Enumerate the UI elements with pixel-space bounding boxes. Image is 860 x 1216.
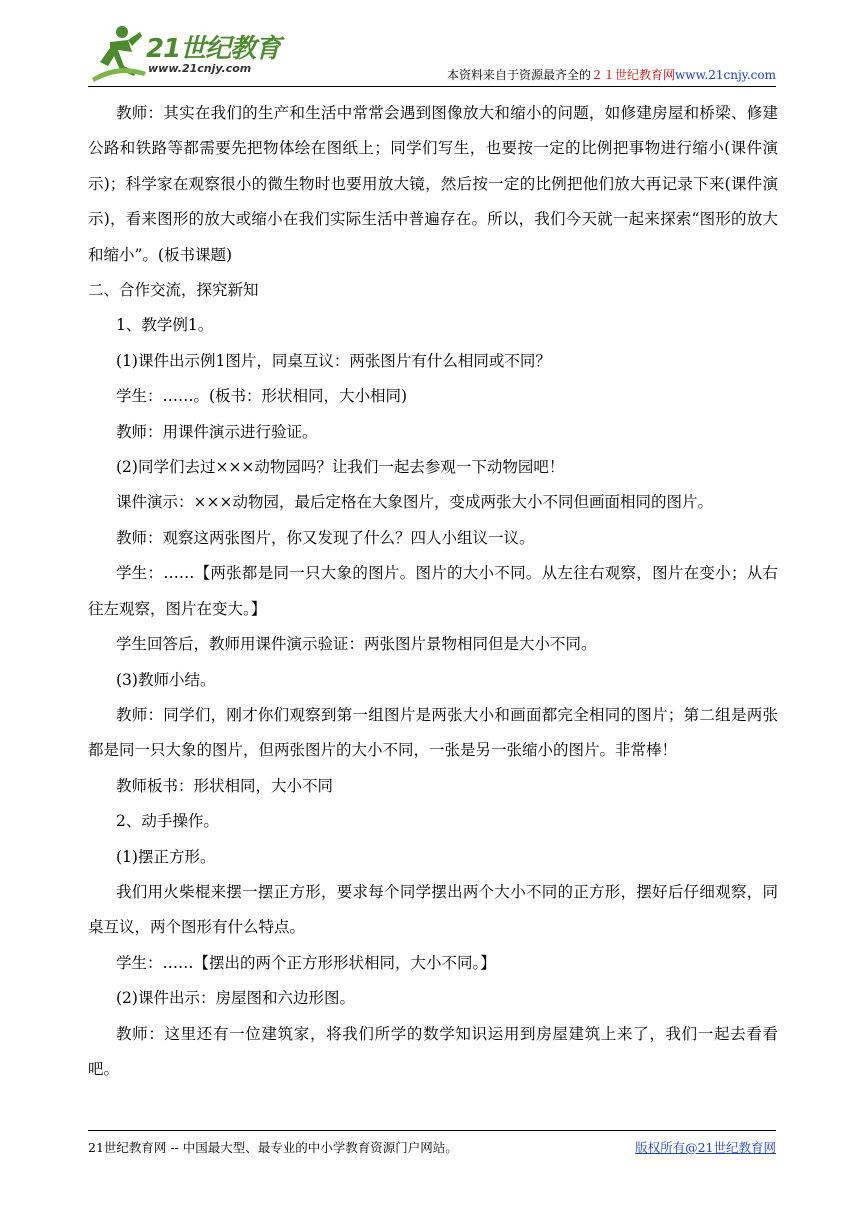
footer-text: 21世纪教育网 -- 中国最大型、最专业的中小学教育资源门户网站。 [88,1140,458,1155]
logo-text: 21世纪教育 [146,34,281,64]
header-site-url[interactable]: www.21cnjy.com [675,68,776,82]
page-header [88,22,776,84]
paragraph: 学生：……。(板书：形状相同，大小相同) [116,387,408,406]
paragraph: 我们用火柴棍来摆一摆正方形，要求每个同学摆出两个大小不同的正方形，摆好后仔细观察，同桌互议，两个图形有什么特点。 [88,882,778,937]
paragraph: (1)课件出示例1图片，同桌互议：两张图片有什么相同或不同？ [116,351,551,370]
paragraph: 学生：……【两张都是同一只大象的图片。图片的大小不同。从左往右观察，图片在变小；从右往左观察，图片在变大。】 [88,564,778,618]
paragraph: (3)教师小结。 [116,670,216,689]
header-note-prefix: 本资料来自于资源最齐全的 [447,68,592,82]
paragraph: 学生：……【摆出的两个正方形形状相同，大小不同。】 [116,953,496,972]
footer-divider [88,1130,776,1131]
header-divider [88,86,776,87]
header-note [447,66,776,83]
paragraph: 教师板书：形状相同，大小不同 [116,776,334,795]
paragraph: 教师：用课件演示进行验证。 [116,422,318,441]
paragraph: 教师：同学们，刚才你们观察到第一组图片是两张大小和画面都完全相同的图片；第二组是两张都是同一只大象的图片，但两张图片的大小不同，一张是另一张缩小的图片。非常棒！ [88,705,778,760]
paragraph: (2)课件出示：房屋图和六边形图。 [116,989,355,1008]
paragraph: 教师：其实在我们的生产和生活中常常会遇到图像放大和缩小的问题，如修建房屋和桥梁、修建公路和铁路等都需要先把物体绘在图纸上；同学们写生，也要按一定的比例把事物进行缩小(课件演示)；科学家在观察很小的微生物时也要用放大镜，然后按一定的比例把他们放大再记录下来(课件演示)，看来图形的放大或缩小在我们实际生活中普遍存在。所以，我们今天就一起来探索“图形的放大和缩小”。(板书课题) [88,104,778,264]
paragraph: 学生回答后，教师用课件演示验证：两张图片景物相同但是大小不同。 [116,635,597,654]
paragraph: (2)同学们去过×××动物园吗？让我们一起去参观一下动物园吧！ [116,458,565,477]
paragraph: (1)摆正方形。 [116,847,216,866]
paragraph: 课件演示：×××动物园，最后定格在大象图片，变成两张大小不同但画面相同的图片。 [116,493,713,512]
logo-url: www.21cnjy.com [148,62,252,75]
header-site-name[interactable]: ２１世纪教育网 [591,68,676,82]
paragraph: 教师：这里还有一位建筑家，将我们所学的数学知识运用到房屋建筑上来了，我们一起去看看吧。 [88,1024,778,1078]
paragraph: 二、合作交流，探究新知 [88,281,259,300]
paragraph: 教师：观察这两张图片，你又发现了什么？四人小组议一议。 [116,528,535,547]
paragraph: 2、动手操作。 [116,812,219,831]
footer-copyright-link[interactable]: 版权所有@21世纪教育网 [635,1140,776,1155]
site-logo [88,22,288,82]
paragraph: 1、教学例1。 [116,316,214,335]
runner-logo-icon [88,22,148,82]
document-body [88,96,778,1087]
